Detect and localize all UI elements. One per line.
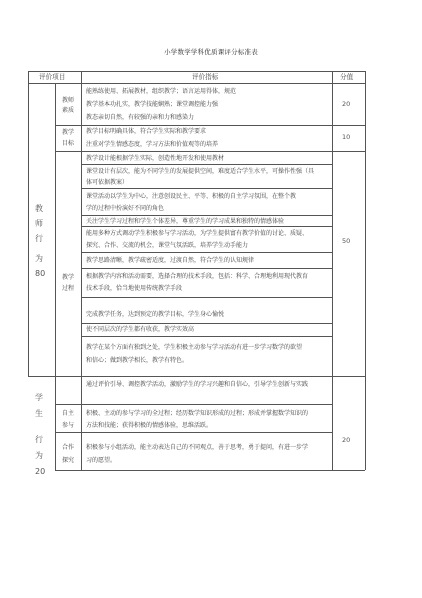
process-row-line-7 bbox=[81, 297, 332, 298]
teacher-label-char-1: 教 bbox=[35, 204, 43, 213]
participation-label-line-1: 自主 bbox=[62, 410, 75, 417]
quality-line-2: 教学基本功扎实，教学技能娴熟；课堂调控能力强 bbox=[86, 101, 219, 108]
document-title: 小学数学学科优质课评分标准表 bbox=[164, 48, 258, 56]
subcategory-column-border bbox=[81, 71, 82, 470]
process-row-line-5 bbox=[81, 252, 332, 253]
teacher-section-bottom-border bbox=[28, 376, 365, 377]
student-score: 20 bbox=[342, 436, 351, 444]
cooperation-line-1: 积极参与小组活动，能主动表达自己的不同观点，善于思考，勇于提问，有进一步学 bbox=[86, 444, 309, 451]
cooperation-line-2: 习的愿望。 bbox=[86, 457, 117, 464]
goal-line-2: 注重对学生情感态度，学习方法和价值观等的培养 bbox=[86, 141, 219, 148]
participation-bottom-border bbox=[55, 432, 332, 433]
quality-score: 20 bbox=[342, 100, 351, 108]
student-label-score: 20 bbox=[35, 467, 46, 476]
goal-label-line-1: 教学 bbox=[62, 129, 75, 136]
cooperation-label-line-2: 探究 bbox=[62, 457, 75, 464]
table-top-border bbox=[28, 71, 365, 72]
process-line-10: 根据教学内容和活动需要，选择合理的技术手段，包括：科学、合理地利用现代教育 bbox=[86, 273, 309, 280]
process-line-2: 课堂设计有层次，能为不同学生的发展提供空间，难度适合学生水平，可操作性强（具 bbox=[86, 168, 315, 175]
process-row-line-1 bbox=[81, 164, 332, 165]
teacher-label-char-3: 行 bbox=[35, 234, 43, 243]
student-label-char-3: 行 bbox=[35, 435, 43, 444]
process-line-15: 和信心；做到教学相长，教学有特色。 bbox=[86, 357, 189, 364]
process-row-line-3 bbox=[81, 215, 332, 216]
process-line-9: 教学思路清晰，教学疏密适度，过渡自然，符合学生的认知规律 bbox=[86, 257, 255, 264]
participation-line-2: 方法和技能；获得积极的情感体验，思维活跃。 bbox=[86, 422, 213, 429]
process-line-1: 教学设计能根据学生实际，创造性地开发和使用教材 bbox=[86, 155, 225, 162]
cooperation-label-line-1: 合作 bbox=[62, 444, 75, 451]
goal-line-1: 教学目标明确具体，符合学生实际和教学要求 bbox=[86, 128, 207, 135]
category-column-border bbox=[55, 83, 56, 470]
process-row-line-9 bbox=[81, 336, 332, 337]
process-row-line-2 bbox=[81, 188, 332, 189]
process-row-line-8 bbox=[81, 323, 332, 324]
process-row-line-6 bbox=[81, 268, 332, 269]
header-bottom-border bbox=[28, 83, 365, 84]
quality-label-line-1: 教师 bbox=[62, 97, 75, 104]
goal-label-line-2: 目标 bbox=[62, 140, 75, 147]
process-line-7: 能用多种方式调动学生积极参与学习活动，为学生提供富有教学价值的讨论、质疑、 bbox=[86, 230, 309, 237]
goal-score: 10 bbox=[342, 133, 351, 141]
quality-line-3: 教态亲切自然，有较强的亲和力和感染力 bbox=[86, 114, 195, 121]
participation-label-line-2: 参与 bbox=[62, 422, 75, 429]
process-line-8: 探究、合作、交流的机会，课堂气氛活跃，培养学生动手能力 bbox=[86, 242, 249, 249]
teacher-label-char-2: 师 bbox=[35, 219, 43, 228]
header-item: 评价项目 bbox=[39, 73, 66, 81]
score-column-border bbox=[332, 71, 333, 470]
student-label-char-4: 为 bbox=[35, 451, 43, 460]
process-line-4: 课堂活动以学生为中心，注意创设民主、平等、积极的自主学习氛围，在整个教 bbox=[86, 193, 297, 200]
teacher-label-char-4: 为 bbox=[35, 254, 43, 263]
process-line-5: 学的过程中扮演好不同的角色 bbox=[86, 205, 165, 212]
process-row-line-4 bbox=[81, 226, 332, 227]
participation-line-1: 积极、主动的参与学习的全过程；经历数学知识形成的过程；形成并掌握数学知识的 bbox=[86, 410, 309, 417]
process-line-6: 关注学生学习过程和学生个体差异，尊重学生的学习成果和独特的情感体验 bbox=[86, 218, 285, 225]
process-label-line-2: 过程 bbox=[62, 285, 75, 292]
student-label-char-1: 学 bbox=[35, 393, 43, 402]
process-line-13: 使不同层次的学生都有收获，教学实效高 bbox=[86, 326, 195, 333]
process-line-11: 技术手段，恰当地使用传统教学手段 bbox=[86, 285, 183, 292]
quality-bottom-border bbox=[55, 125, 365, 126]
process-score: 50 bbox=[342, 237, 351, 245]
teacher-label-score: 80 bbox=[35, 269, 46, 278]
process-line-3: 体可依据教案） bbox=[86, 179, 129, 186]
header-indicator: 评价指标 bbox=[192, 73, 219, 81]
quality-line-1: 能熟练使用、拓展教材，组织教学；语言运用得体，规范 bbox=[86, 88, 237, 95]
table-right-border bbox=[365, 71, 366, 470]
quality-label-line-2: 素质 bbox=[62, 107, 75, 114]
process-line-12: 完成教学任务，达到预定的教学目标，学生身心愉悦 bbox=[86, 311, 225, 318]
header-score: 分值 bbox=[340, 73, 354, 81]
table-bottom-border bbox=[55, 470, 365, 471]
process-line-14: 教学在某个方面有独到之处，学生积极主动参与学习活动有进一步学习数学的欲望 bbox=[86, 344, 303, 351]
student-intro-bottom-border bbox=[55, 404, 332, 405]
table-left-border bbox=[28, 71, 29, 377]
student-intro: 通过评价引导、调控教学活动，激励学生的学习兴趣和自信心，引导学生创新与实践 bbox=[86, 381, 309, 388]
student-label-char-2: 生 bbox=[35, 409, 43, 418]
goal-bottom-border bbox=[55, 151, 365, 152]
process-label-line-1: 教学 bbox=[62, 274, 75, 281]
